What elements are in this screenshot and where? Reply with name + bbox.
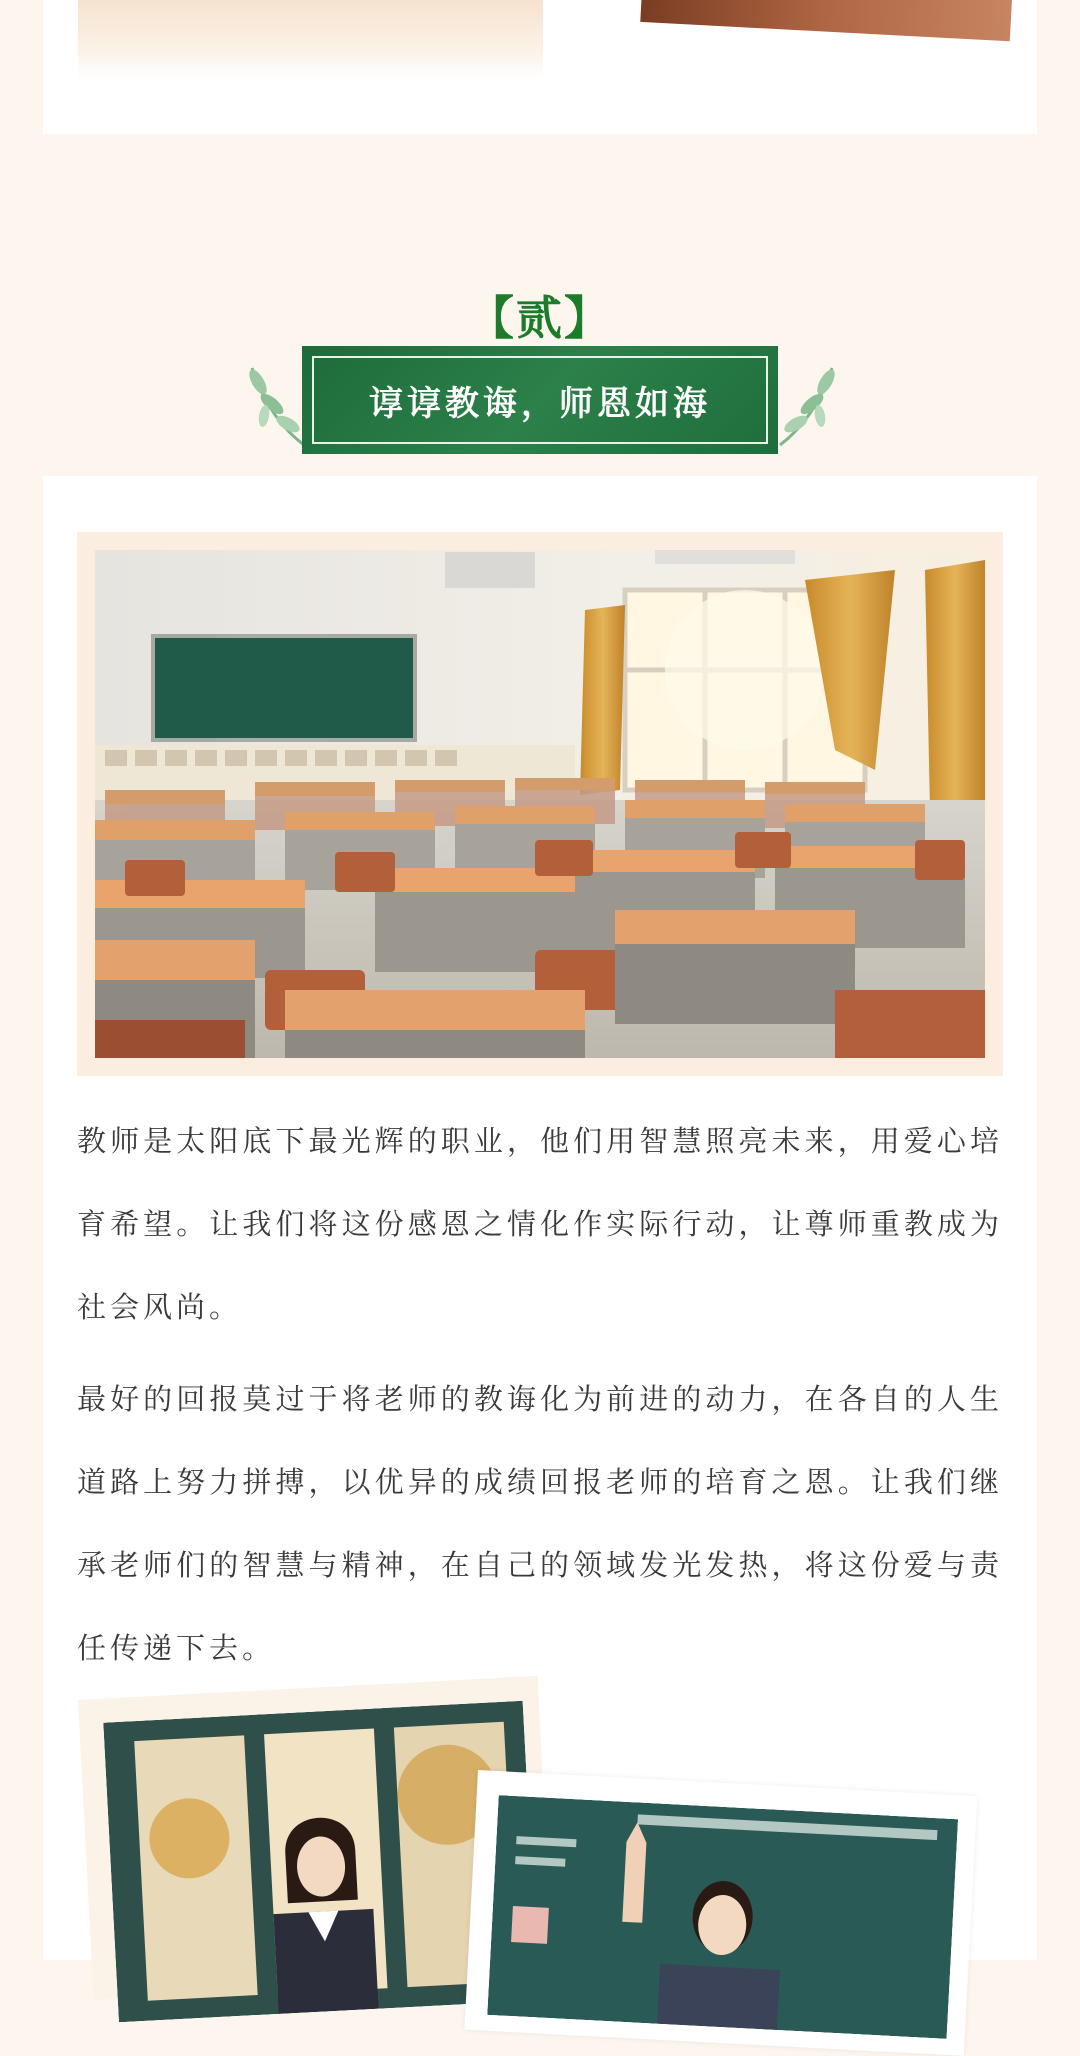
- previous-section-card: [43, 0, 1037, 134]
- section-number: 【贰】: [468, 291, 612, 345]
- student-raising-hand-photo: [487, 1795, 958, 2039]
- student-illustration: [487, 1795, 958, 2039]
- body-paragraph: 教师是太阳底下最光辉的职业，他们用智慧照亮未来，用爱心培育希望。让我们将这份感恩之情化作实际行动，让尊师重教成为社会风尚。: [77, 1124, 1003, 1324]
- classroom-photo-frame: [77, 532, 1003, 1076]
- student-raising-hand-photo-frame: [464, 1770, 977, 2056]
- body-paragraph: 最好的回报莫过于将老师的教诲化为前进的动力，在各自的人生道路上努力拼搏，以优异的成绩回报老师的培育之恩。让我们继承老师们的智慧与精神，在自己的领域发光发热，将这份爱与责任传递下去。: [77, 1382, 1003, 1665]
- classroom-photo: [95, 550, 985, 1058]
- section-title-banner: [302, 346, 778, 454]
- banner-border: [312, 356, 768, 444]
- classroom-illustration: [95, 550, 985, 1058]
- section-title: 谆谆教诲，师恩如海: [369, 383, 711, 424]
- leaf-branch-icon: [770, 360, 840, 450]
- previous-photo-left: [78, 0, 543, 80]
